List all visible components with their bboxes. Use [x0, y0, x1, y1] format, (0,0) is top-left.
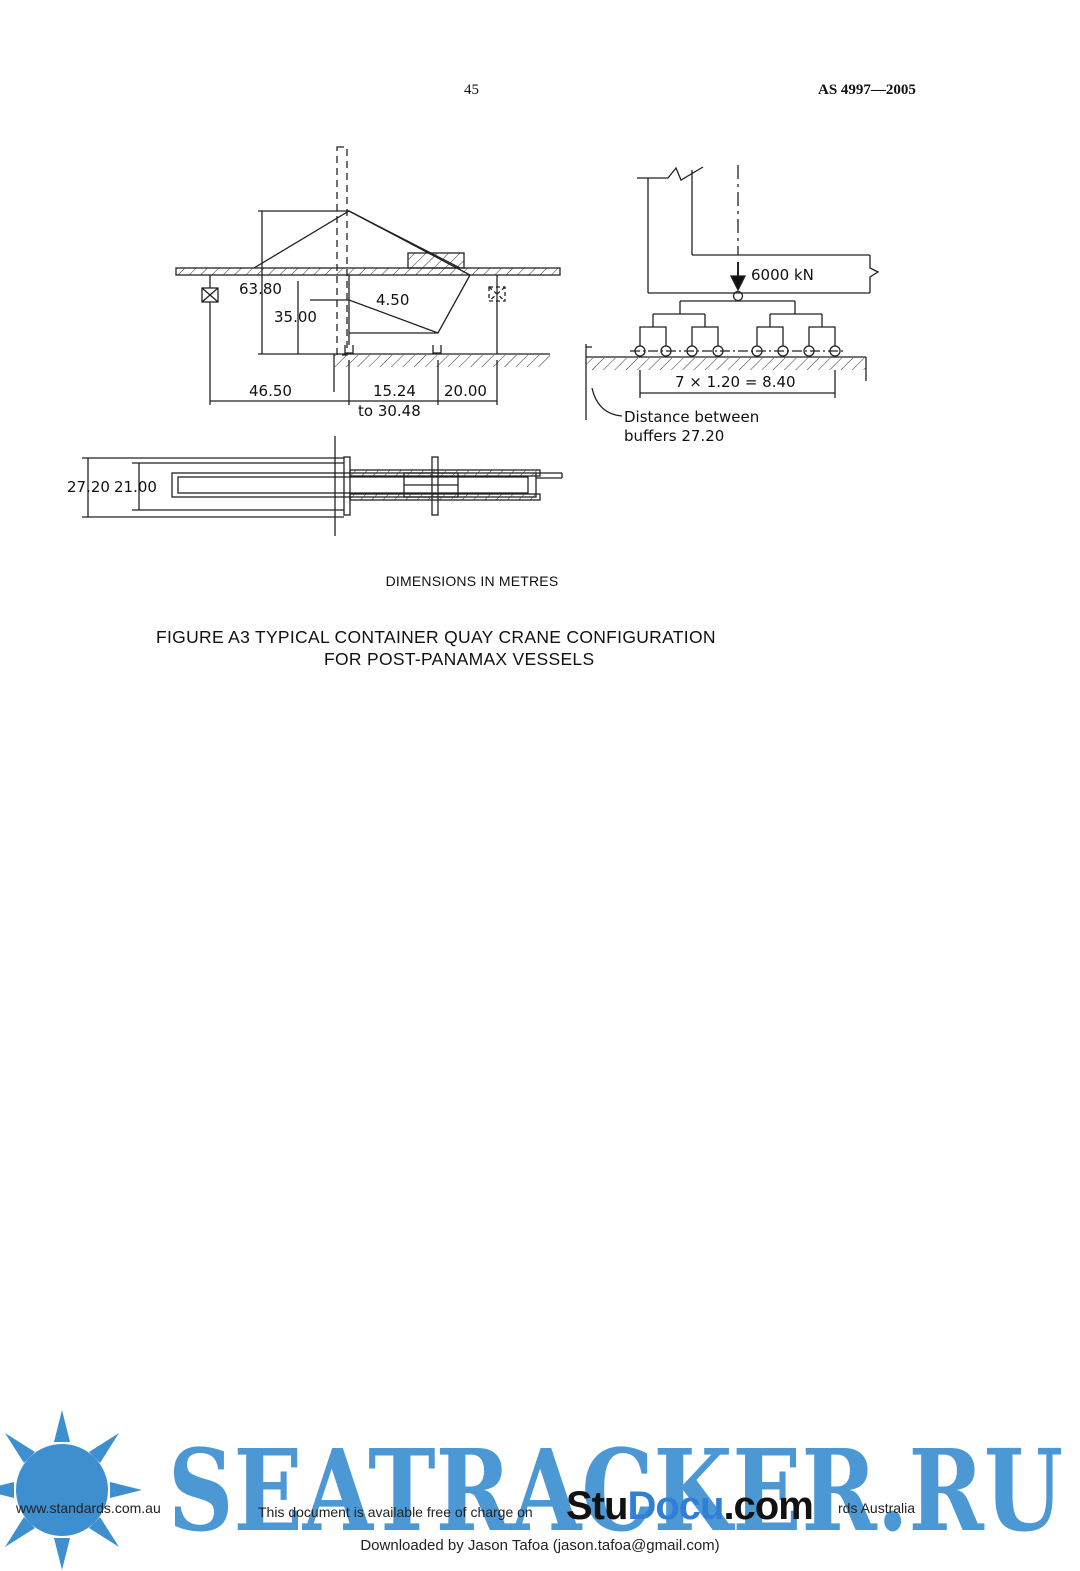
watermark-text: SEATRACKER.RU	[168, 1426, 1063, 1557]
dim-buffers-line2: buffers 27.20	[624, 427, 725, 445]
brand-part-c: .com	[723, 1484, 813, 1528]
brand-part-a: Stu	[566, 1484, 628, 1528]
units-caption: DIMENSIONS IN METRES	[385, 573, 559, 589]
dim-wheel-spacing: 7 × 1.20 = 8.40	[675, 373, 796, 391]
figure-title-line2: FOR POST-PANAMAX VESSELS	[324, 649, 595, 669]
dim-height-total: 63.80	[239, 280, 282, 298]
dim-outreach: 20.00	[444, 382, 487, 400]
figure-title-line1: FIGURE A3 TYPICAL CONTAINER QUAY CRANE CONFIGURATION	[156, 627, 716, 647]
dim-plan-outer: 27.20	[67, 478, 110, 496]
dim-buffers-line1: Distance between	[624, 408, 760, 426]
dim-load: 6000 kN	[751, 266, 814, 284]
standards-link[interactable]: www.standards.com.au	[16, 1500, 161, 1516]
figure-title	[156, 626, 716, 670]
dim-plan-inner: 21.00	[114, 478, 157, 496]
page-number: 45	[464, 82, 479, 98]
dim-gauge-range: to 30.48	[358, 402, 421, 420]
brand-part-b: Docu	[627, 1484, 724, 1528]
dim-gauge: 15.24	[373, 382, 416, 400]
dim-height-lower: 35.00	[274, 308, 317, 326]
dim-offset: 4.50	[376, 291, 410, 309]
crane-drawing	[0, 130, 1080, 550]
studocu-logo[interactable]	[566, 1484, 813, 1529]
standard-code: AS 4997—2005	[818, 82, 916, 98]
download-notice: Downloaded by Jason Tafoa (jason.tafoa@gmail.com)	[360, 1537, 720, 1554]
available-text: This document is available free of charge on	[258, 1504, 533, 1520]
dim-backreach: 46.50	[249, 382, 292, 400]
publisher-text: rds Australia	[838, 1500, 916, 1516]
